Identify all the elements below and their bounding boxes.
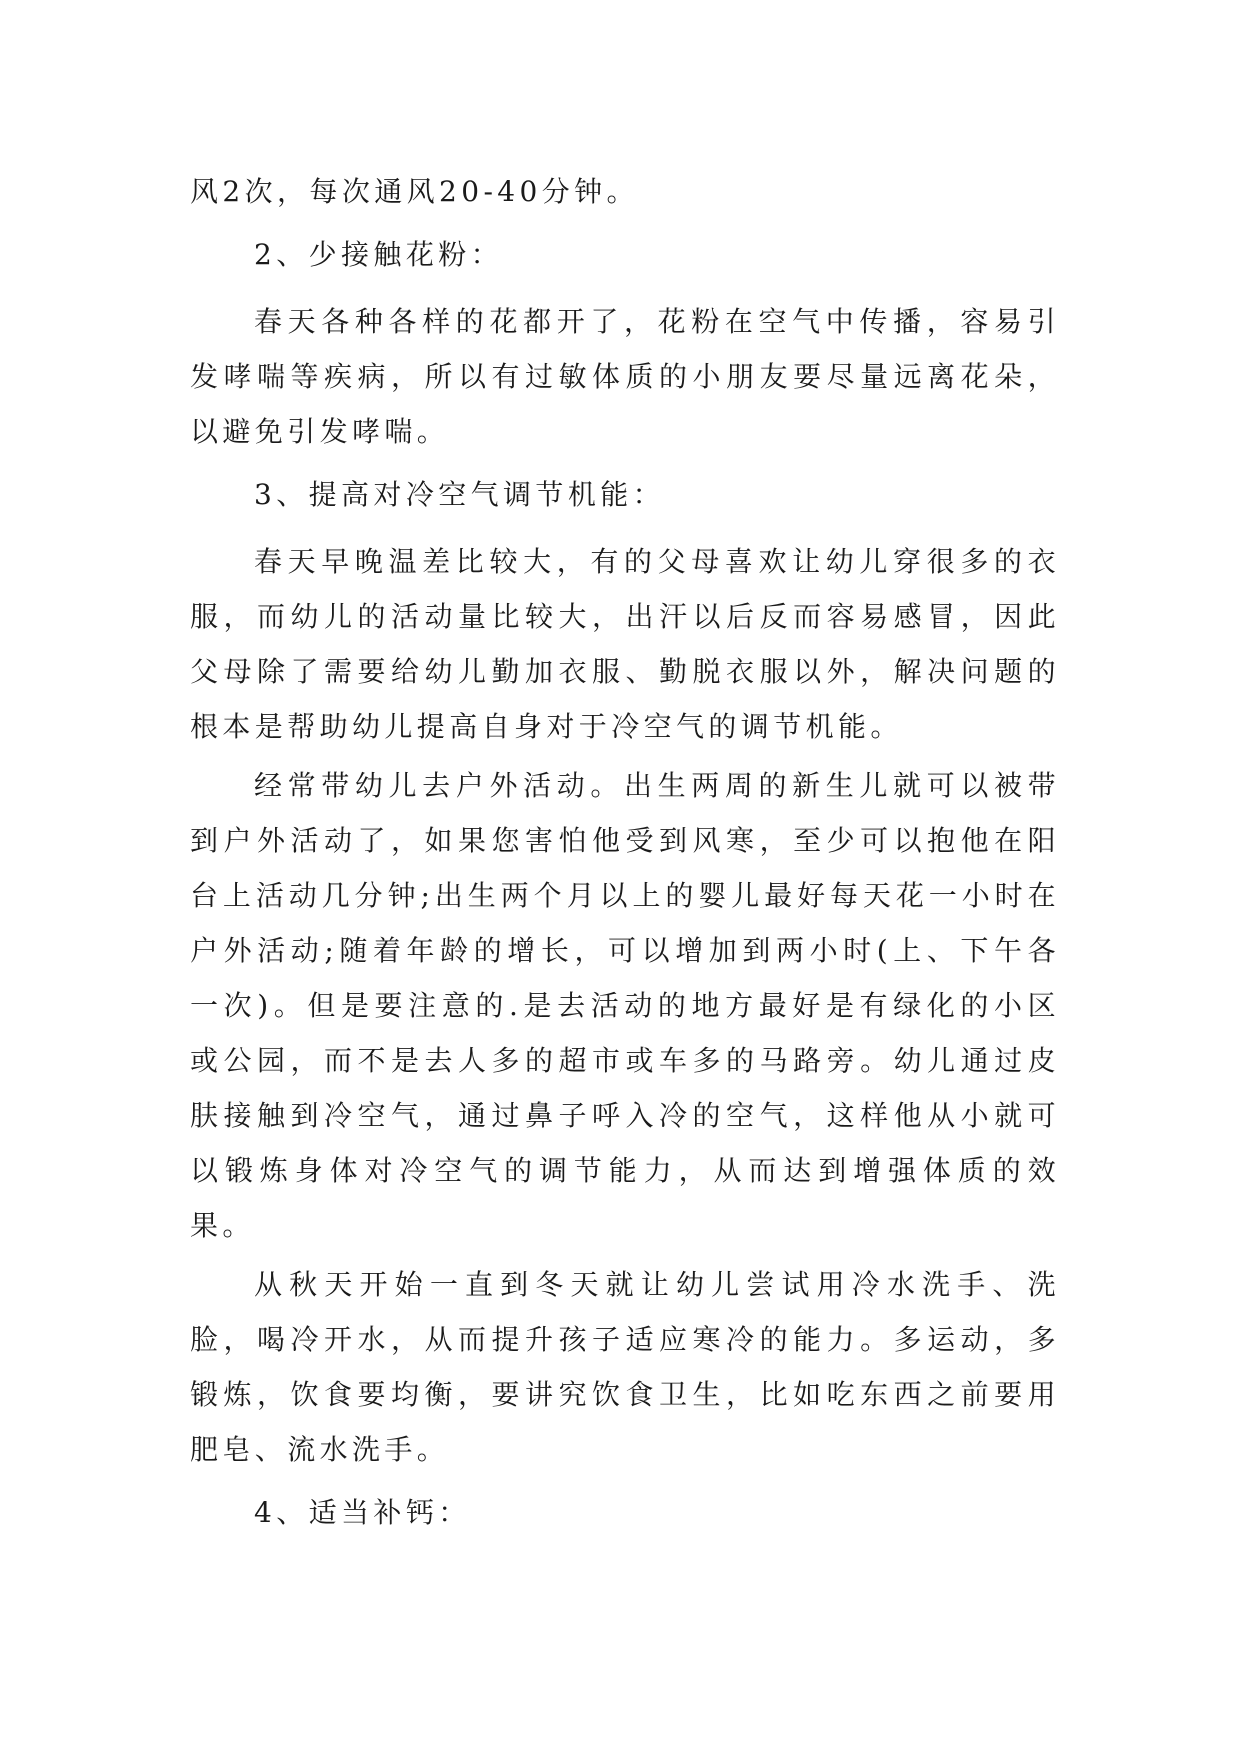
paragraph-cold-water: 从秋天开始一直到冬天就让幼儿尝试用冷水洗手、洗脸，喝冷开水，从而提升孩子适应寒冷的能力。多运动，多锻炼，饮食要均衡，要讲究饮食卫生，比如吃东西之前要用肥皂、流水洗手。 xyxy=(190,1268,1060,1466)
heading-avoid-pollen: 2、少接触花粉： xyxy=(254,238,504,271)
paragraph-ventilation-end: 风2次，每次通风20-40分钟。 xyxy=(190,175,639,208)
paragraph-outdoor-activity: 经常带幼儿去户外活动。出生两周的新生儿就可以被带到户外活动了，如果您害怕他受到风寒，至少可以抱他在阳台上活动几分钟;出生两个月以上的婴儿最好每天花一小时在户外活动;随着年龄的增长，可以增加到两小时(上、下午各一次)。但是要注意的.是去活动的地方最好是有绿化的小区或公园，而不是去人多的超市或车多的马路旁。幼儿通过皮肤接触到冷空气，通过鼻子呼入冷的空气，这样他从小就可以锻炼身体对冷空气的调节能力，从而达到增强体质的效果。 xyxy=(190,769,1060,1242)
document-body xyxy=(190,164,1060,1552)
heading-cold-air-adaptation: 3、提高对冷空气调节机能： xyxy=(254,478,666,511)
paragraph-temperature-difference: 春天早晚温差比较大，有的父母喜欢让幼儿穿很多的衣服，而幼儿的活动量比较大，出汗以后反而容易感冒，因此父母除了需要给幼儿勤加衣服、勤脱衣服以外，解决问题的根本是帮助幼儿提高自身对于冷空气的调节机能。 xyxy=(190,545,1060,743)
heading-calcium: 4、适当补钙： xyxy=(254,1496,471,1529)
paragraph-pollen: 春天各种各样的花都开了，花粉在空气中传播，容易引发哮喘等疾病，所以有过敏体质的小朋友要尽量远离花朵，以避免引发哮喘。 xyxy=(190,305,1060,448)
